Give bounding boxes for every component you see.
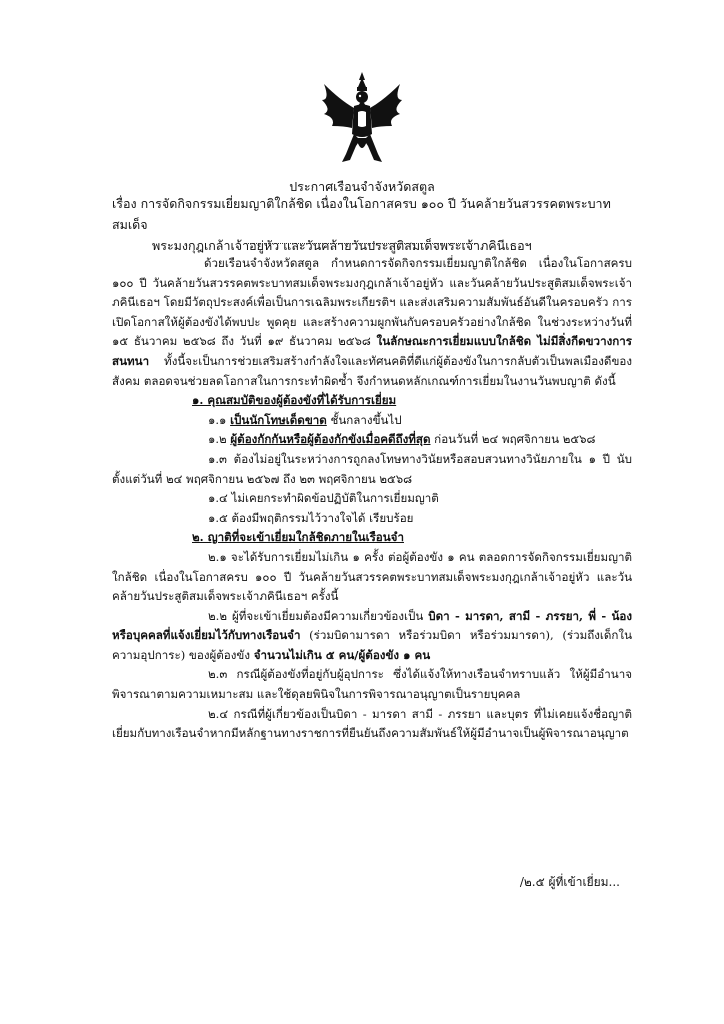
intro-bold-text: ในลักษณะการเยี่ยมแบบใกล้ชิด ไม่มีสิ่งกีดขวางการสนทนา xyxy=(112,334,632,368)
item-1-2-rest: ก่อนวันที่ ๒๔ พฤศจิกายน ๒๕๖๘ xyxy=(430,432,596,447)
item-1-2-number: ๑.๒ xyxy=(208,432,227,447)
section-2-heading: ๒. ญาติที่จะเข้าเยี่ยมใกล้ชิดภายในเรือนจำ xyxy=(192,530,404,545)
section-1-item-4: ๑.๔ ไม่เคยกระทำผิดข้อปฏิบัติในการเยี่ยมญาติ xyxy=(208,491,439,506)
document-subject xyxy=(112,193,632,256)
page-continuation: /๒.๕ ผู้ที่เข้าเยี่ยม... xyxy=(519,875,620,889)
section-1-item-1 xyxy=(112,411,632,431)
item-1-1-bold: เป็นนักโทษเด็ดขาด xyxy=(230,412,327,427)
item-2-2-text-c: (ร่วมบิดามารดา หรือร่วมบิดา หรือร่วมมารดา), (ร่วมถึงเด็กในความอุปการะ) ของผู้ต้องขัง xyxy=(112,628,632,662)
section-1-item-5: ๑.๕ ต้องมีพฤติกรรมไว้วางใจได้ เรียบร้อย xyxy=(208,510,414,525)
item-2-2-relations: บิดา - มารดา, สามี - ภรรยา, พี่ - น้อง หรือบุคคลที่แจ้งเยี่ยมไว้กับทางเรือนจำ xyxy=(112,608,633,643)
garuda-emblem-icon xyxy=(312,70,412,170)
section-1-item-3: ๑.๓ ต้องไม่อยู่ในระหว่างการถูกลงโทษทางวินัยหรือสอบสวนทางวินัยภายใน ๑ ปี นับตั้งแต่วันที่ ๒๔ พฤศจิกายน ๒๕๖๗ ถึง ๒๓ พฤศจิกายน ๒๕๖๘ xyxy=(112,451,632,486)
subject-label: เรื่อง xyxy=(112,196,137,211)
item-1-1-number: ๑.๑ xyxy=(208,412,227,427)
document-body xyxy=(112,254,632,744)
item-1-1-rest: ชั้นกลางขึ้นไป xyxy=(326,412,402,427)
separator-line xyxy=(245,243,477,244)
section-2-item-1: ๒.๑ จะได้รับการเยี่ยมไม่เกิน ๑ ครั้ง ต่อผู้ต้องขัง ๑ คน ตลอดการจัดกิจกรรมเยี่ยมญาติใกล้ชิด เนื่องในโอกาสครบ ๑๐๐ ปี วันคล้ายวันสวรรคตพระบาทสมเด็จพระมงกุฎเกล้าเจ้าอยู่หัว และวันคล้ายวันประสูติสมเด็จพระเจ้าภคินีเธอฯ ครั้งนี้ xyxy=(112,549,632,604)
intro-text: ด้วยเรือนจำจังหวัดสตูล กำหนดการจัดกิจกรรมเยี่ยมญาติใกล้ชิด เนื่องในโอกาสครบ ๑๐๐ ปี วันคล้ายวันสวรรคตพระบาทสมเด็จพระมงกุฎเกล้าเจ้าอยู่หัว และวันคล้ายวันประสูติสมเด็จพระเจ้าภคินีเธอฯ โดยมีวัตถุประสงค์เพื่อเป็นการเฉลิมพระเกียรติฯ และส่งเสริมความสัมพันธ์อันดีในครอบครัว การเปิดโอกาสให้ผู้ต้องขังได้พบปะ พูดคุย และสร้างความผูกพันกับครอบครัวอย่างใกล้ชิด ในช่วงระหว่างวันที่ ๑๕ ธันวาคม ๒๕๖๘ ถึง วันที่ ๑๙ ธันวาคม ๒๕๖๘ xyxy=(112,256,632,349)
section-2-item-3: ๒.๓ กรณีผู้ต้องขังที่อยู่กับผู้อุปการะ ซึ่งได้แจ้งให้ทางเรือนจำทราบแล้ว ให้ผู้มีอำนาจพิจารณาตามความเหมาะสม และใช้ดุลยพินิจในการพิจารณาอนุญาตเป็นรายบุคคล xyxy=(112,667,632,702)
section-1-heading: ๑. คุณสมบัติของผู้ต้องขังที่ได้รับการเยี่ยม xyxy=(192,393,397,408)
intro-paragraph xyxy=(112,254,632,391)
document-title: ประกาศเรือนจำจังหวัดสตูล xyxy=(289,179,435,194)
intro-tail-text: ทั้งนี้จะเป็นการช่วยเสริมสร้างกำลังใจและทัศนคติที่ดีแก่ผู้ต้องขังในการกลับตัวเป็นพลเมืองดีของสังคม ตลอดจนช่วยลดโอกาสในการกระทำผิดซ้ำ จึงกำหนดหลักเกณฑ์การเยี่ยมในงานวันพบญาติ ดังนี้ xyxy=(112,353,632,388)
item-2-2-text-a: ๒.๒ ผู้ที่จะเข้าเยี่ยมต้องมีความเกี่ยวข้องเป็น xyxy=(208,608,429,623)
item-2-2-limit: จำนวนไม่เกิน ๕ คน/ผู้ต้องขัง ๑ คน xyxy=(253,647,431,662)
section-2-item-4: ๒.๔ กรณีที่ผู้เกี่ยวข้องเป็นบิดา - มารดา สามี - ภรรยา และบุตร ที่ไม่เคยแจ้งชื่อญาติเยี่ยมกับทางเรือนจำหากมีหลักฐานทางราชการที่ยืนยันถึงความสัมพันธ์ให้ผู้มีอำนาจเป็นผู้พิจารณาอนุญาต xyxy=(112,706,632,741)
section-1-item-2 xyxy=(112,430,632,450)
item-1-2-bold: ผู้ต้องกักกันหรือผู้ต้องกักขังเมื่อคดีถึงที่สุด xyxy=(230,432,431,447)
subject-line-1: การจัดกิจกรรมเยี่ยมญาติใกล้ชิด เนื่องในโอกาสครบ ๑๐๐ ปี วันคล้ายวันสวรรคตพระบาทสมเด็จ xyxy=(112,196,611,232)
section-2-item-2 xyxy=(112,607,632,666)
subject-line-2: พระมงกุฎเกล้าเจ้าอยู่หัว และวันคล้ายวันประสูติสมเด็จพระเจ้าภคินีเธอฯ xyxy=(152,238,532,253)
